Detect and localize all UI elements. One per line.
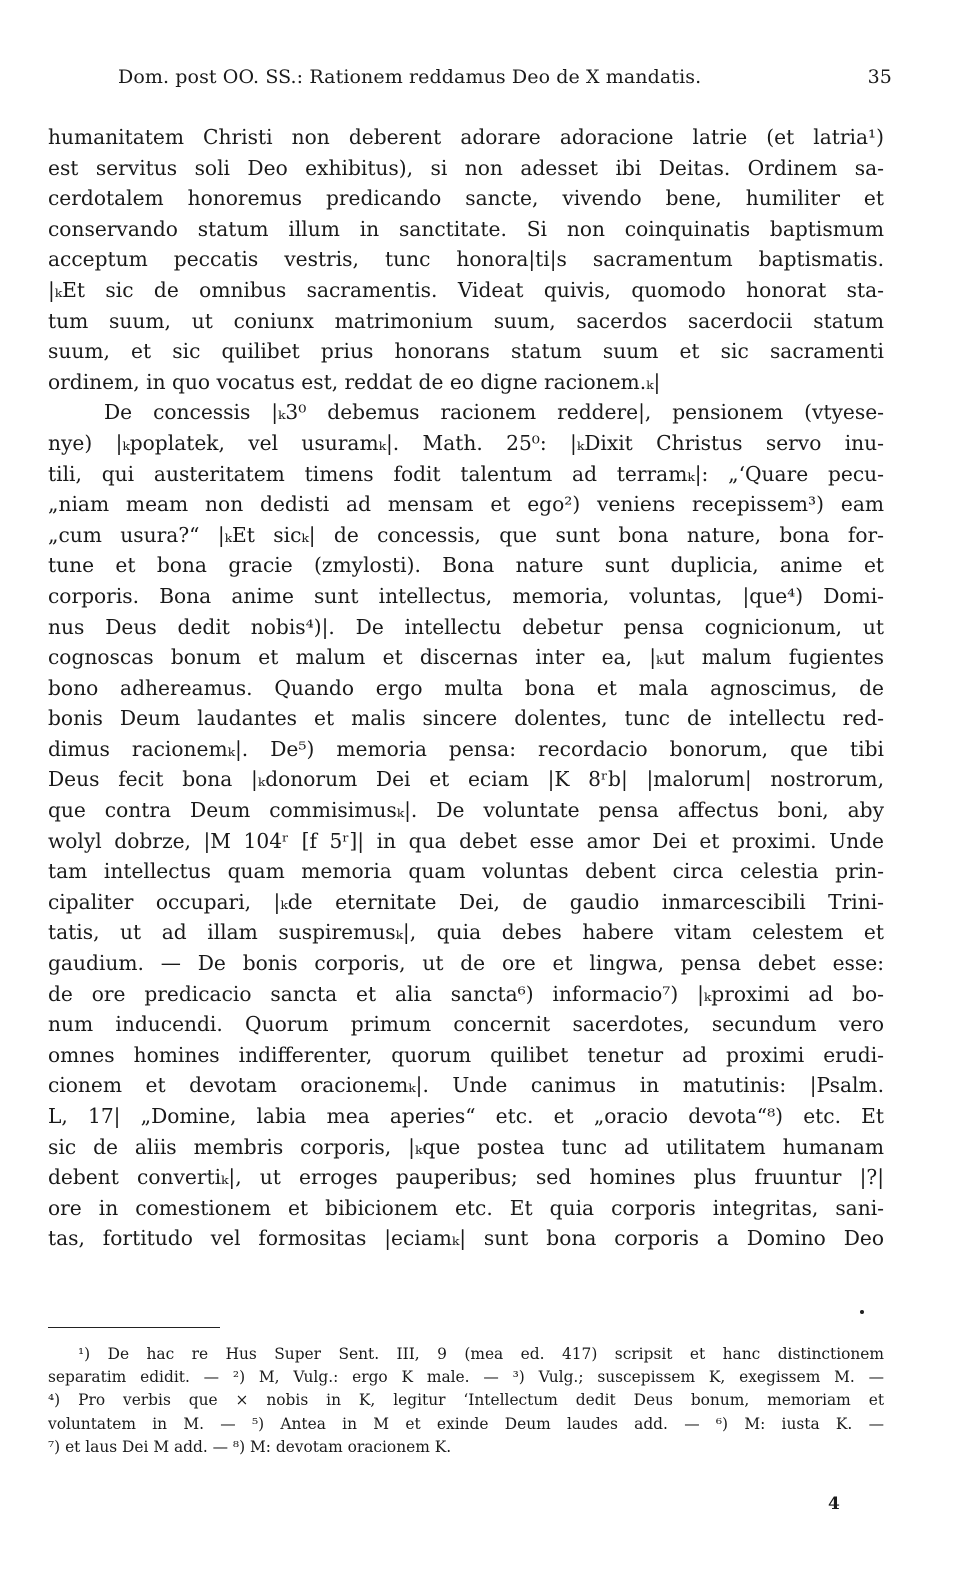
text-line: De concessis |ₖ3⁰ debemus racionem reddere|, pensionem (vtyese- — [104, 400, 884, 425]
text-line: corporis. Bona anime sunt intellectus, memoria, voluntas, |que⁴) Domi- — [48, 583, 884, 608]
text-line: ore in comestionem et bibicionem etc. Et quia corporis integritas, sani- — [48, 1195, 884, 1220]
text-line: est servitus soli Deo exhibitus), si non adesset ibi Deitas. Ordinem sa- — [48, 155, 884, 180]
signature-mark: 4 — [828, 1494, 840, 1514]
text-line: L, 17| „Domine, labia mea aperies“ etc. et „oracio devota“⁸) etc. Et — [48, 1104, 884, 1128]
text-line: que contra Deum commisimusₖ|. De voluntate pensa affectus boni, aby — [48, 798, 884, 823]
text-line: cipaliter occupari, |ₖde eternitate Dei, de gaudio inmarcescibili Trini- — [48, 889, 884, 914]
page-dot-mark — [860, 1310, 864, 1314]
footnote-line: voluntatem in M. — ⁵) Antea in M et exinde Deum laudes add. — ⁶) M: iusta K. — — [48, 1414, 884, 1433]
footnote-rule — [48, 1327, 220, 1328]
running-title: Dom. post OO. SS.: Rationem reddamus Deo de X mandatis. — [118, 66, 702, 88]
text-line: debent convertiₖ|, ut erroges pauperibus; sed homines plus fruuntur |?| — [48, 1165, 884, 1190]
page-number: 35 — [867, 66, 892, 88]
text-line: humanitatem Christi non deberent adorare adoracione latrie (et latria¹) — [48, 125, 884, 149]
text-line: sic de aliis membris corporis, |ₖque postea tunc ad utilitatem humanam — [48, 1134, 884, 1159]
footnotes — [48, 1343, 884, 1459]
text-line: tas, fortitudo vel formositas |eciamₖ| sunt bona corporis a Domino Deo — [48, 1226, 884, 1251]
text-line: cionem et devotam oracionemₖ|. Unde canimus in matutinis: |Psalm. — [48, 1073, 884, 1098]
text-line: suum, et sic quilibet prius honorans statum suum et sic sacramenti — [48, 339, 884, 364]
text-line: tune et bona gracie (zmylosti). Bona nature sunt duplicia, anime et — [48, 553, 884, 578]
text-line: num inducendi. Quorum primum concernit sacerdotes, secundum vero — [48, 1012, 884, 1037]
text-line: bonis Deum laudantes et malis sincere dolentes, tunc de intellectu red- — [48, 706, 884, 731]
text-line: „niam meam non dedisti ad mensam et ego²) veniens recepissem³) eam — [48, 492, 884, 517]
footnote-line: ⁷) et laus Dei M add. — ⁸) M: devotam oracionem K. — [48, 1437, 452, 1456]
text-line: gaudium. — De bonis corporis, ut de ore et lingwa, pensa debet esse: — [48, 951, 884, 976]
text-line: cerdotalem honoremus predicando sancte, vivendo bene, humiliter et — [48, 186, 884, 211]
text-line: |ₖEt sic de omnibus sacramentis. Videat quivis, quomodo honorat sta- — [48, 277, 884, 302]
text-line: tum suum, ut coniunx matrimonium suum, sacerdos sacerdocii statum — [48, 308, 884, 333]
text-line: wolyl dobrze, |M 104ʳ [f 5ʳ]| in qua debet esse amor Dei et proximi. Unde — [48, 828, 884, 853]
text-line: acceptum peccatis vestris, tunc honora|ti|s sacramentum baptismatis. — [48, 247, 884, 272]
main-text — [48, 122, 884, 1254]
text-line: ordinem, in quo vocatus est, reddat de eo digne racionem.ₖ| — [48, 369, 661, 394]
running-header — [118, 66, 892, 96]
footnote-line: ⁴) Pro verbis que × nobis in K, legitur ‘Intellectum dedit Deus bonum, memoriam et — [48, 1391, 884, 1410]
text-line: bono adhereamus. Quando ergo multa bona et mala agnoscimus, de — [48, 675, 884, 700]
footnote-line: separatim edidit. — ²) M, Vulg.: ergo K male. — ³) Vulg.; suscepissem K, exegissem M. — — [48, 1368, 884, 1387]
text-line: cognoscas bonum et malum et discernas inter ea, |ₖut malum fugientes — [48, 645, 884, 670]
text-line: tatis, ut ad illam suspiremusₖ|, quia debes habere vitam celestem et — [48, 920, 884, 945]
text-line: de ore predicacio sancta et alia sancta⁶) informacio⁷) |ₖproximi ad bo- — [48, 981, 884, 1006]
text-line: „cum usura?“ |ₖEt sicₖ| de concessis, que sunt bona nature, bona for- — [48, 522, 884, 547]
text-line: dimus racionemₖ|. De⁵) memoria pensa: recordacio bonorum, que tibi — [48, 736, 884, 761]
text-line: nye) |ₖpoplatek, vel usuramₖ|. Math. 25⁰: |ₖDixit Christus servo inu- — [48, 430, 884, 455]
text-line: tam intellectus quam memoria quam voluntas debent circa celestia prin- — [48, 859, 884, 884]
text-line: nus Deus dedit nobis⁴)|. De intellectu debetur pensa cognicionum, ut — [48, 614, 884, 639]
text-line: omnes homines indifferenter, quorum quilibet tenetur ad proximi erudi- — [48, 1042, 884, 1067]
text-line: conservando statum illum in sanctitate. Si non coinquinatis baptismum — [48, 216, 884, 241]
text-line: Deus fecit bona |ₖdonorum Dei et eciam |K 8ʳb| |malorum| nostrorum, — [48, 767, 884, 792]
footnote-line: ¹) De hac re Hus Super Sent. III, 9 (mea ed. 417) scripsit et hanc distinctionem — [78, 1345, 884, 1363]
text-line: tili, qui austeritatem timens fodit talentum ad terramₖ|: „‘Quare pecu- — [48, 461, 884, 486]
